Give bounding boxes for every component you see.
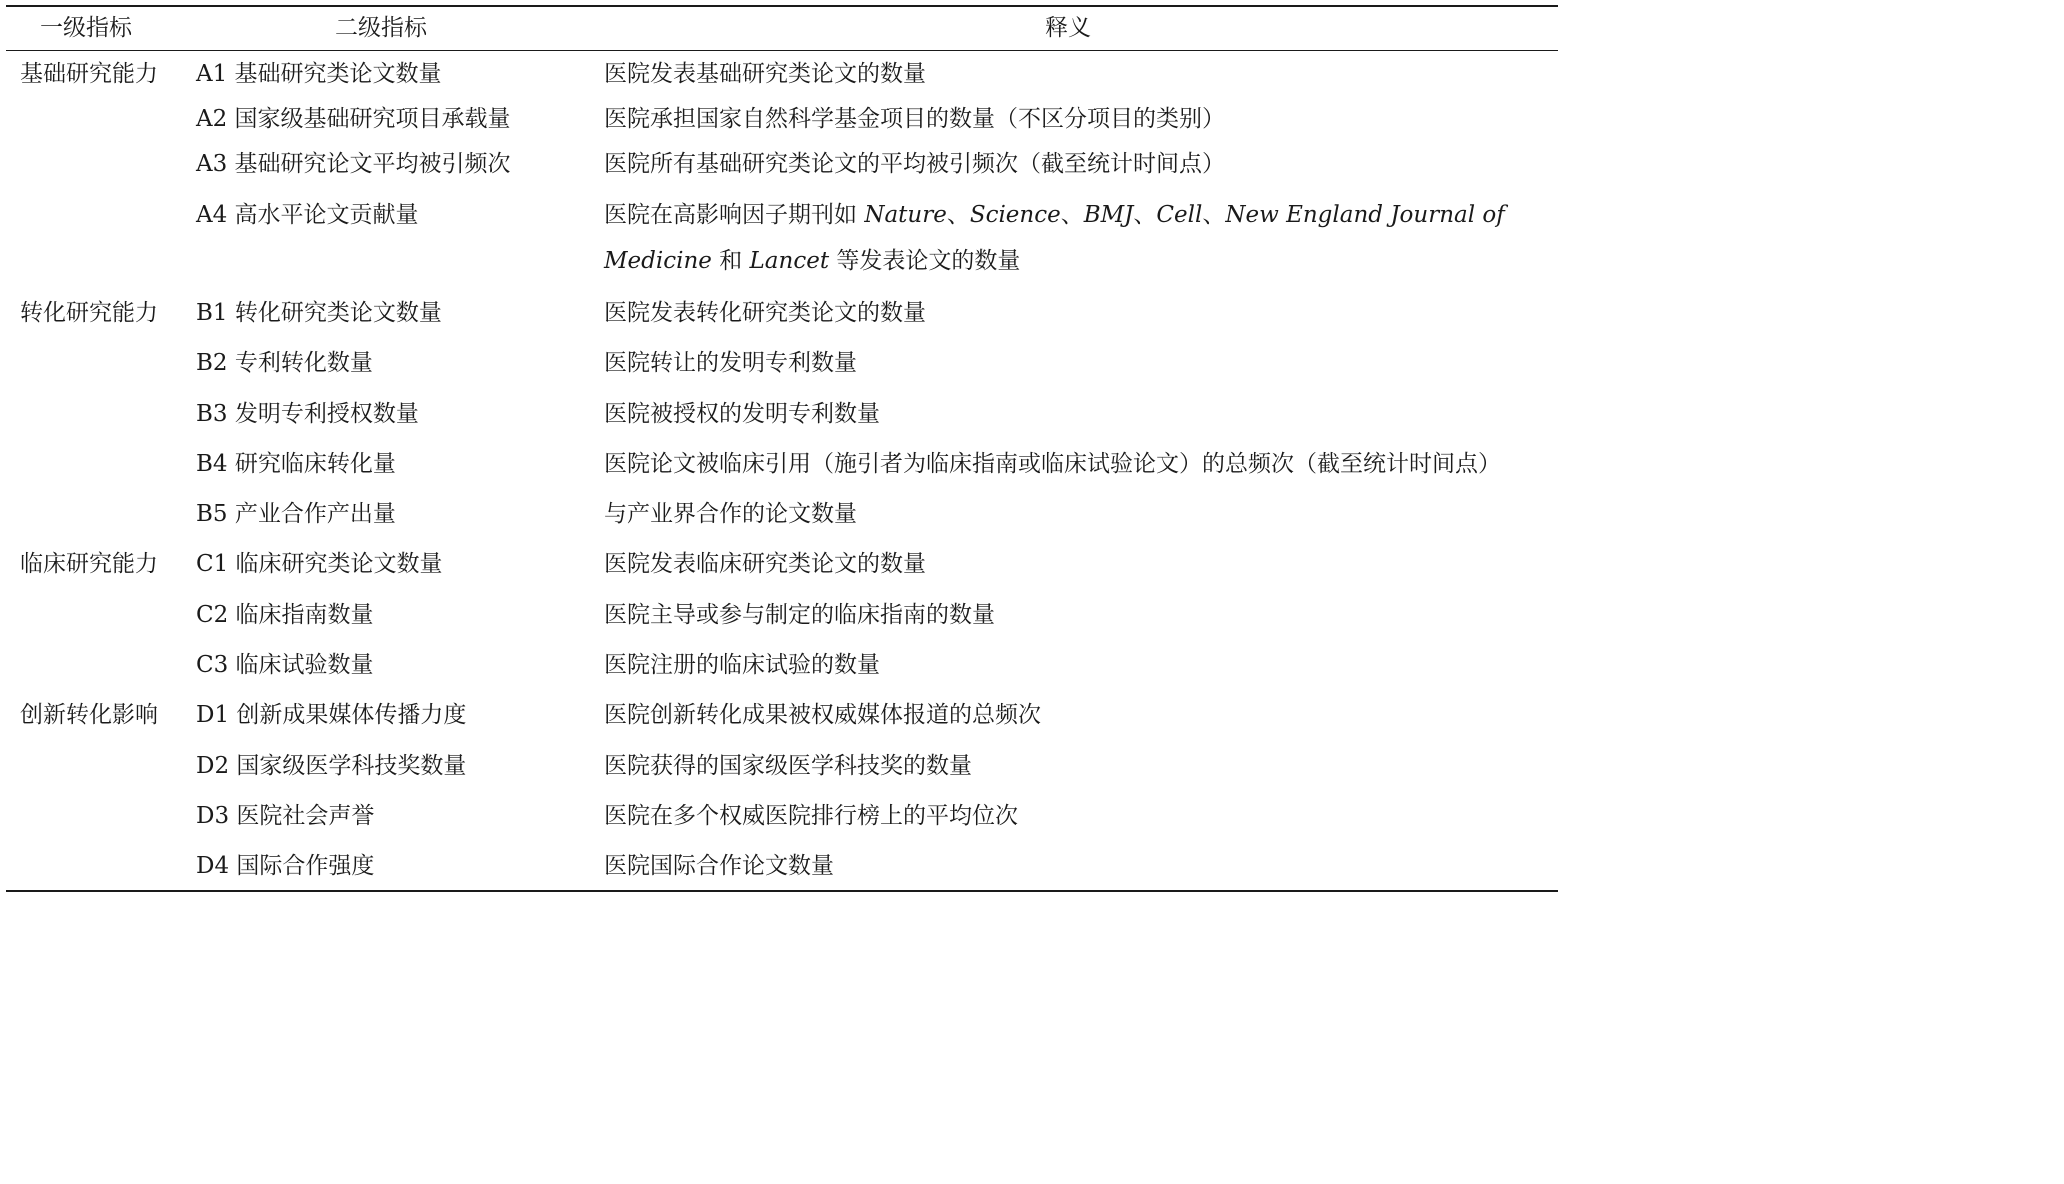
table-bottom-rule bbox=[6, 890, 1558, 892]
definition-a4-text: 等发表论文的数量 bbox=[829, 248, 1021, 274]
indicator-b5: B5 产业合作产出量 bbox=[196, 501, 396, 527]
journal-name: Lancet bbox=[749, 248, 830, 274]
group-label: 创新转化影响 bbox=[20, 702, 158, 728]
definition-d2: 医院获得的国家级医学科技奖的数量 bbox=[604, 753, 972, 779]
journal-name: Nature bbox=[864, 202, 947, 228]
separator: 、 bbox=[1060, 202, 1084, 228]
definition-a4-text: 和 bbox=[711, 248, 750, 274]
definition-a1: 医院发表基础研究类论文的数量 bbox=[604, 61, 926, 87]
journal-name: New England Journal of Medicine bbox=[604, 202, 1505, 274]
definition-a4 bbox=[604, 192, 1549, 284]
separator: 、 bbox=[1133, 202, 1157, 228]
definition-c1: 医院发表临床研究类论文的数量 bbox=[604, 551, 926, 577]
indicator-d3: D3 医院社会声誉 bbox=[196, 803, 375, 829]
indicator-d1: D1 创新成果媒体传播力度 bbox=[196, 702, 467, 728]
header-level1: 一级指标 bbox=[40, 15, 132, 41]
definition-d1: 医院创新转化成果被权威媒体报道的总频次 bbox=[604, 702, 1041, 728]
indicator-d4: D4 国际合作强度 bbox=[196, 853, 375, 879]
definition-b4: 医院论文被临床引用（施引者为临床指南或临床试验论文）的总频次（截至统计时间点） bbox=[604, 451, 1501, 477]
indicator-a4: A4 高水平论文贡献量 bbox=[196, 202, 419, 228]
journal-name: Science bbox=[969, 202, 1061, 228]
table-top-rule bbox=[6, 5, 1558, 7]
group-label: 基础研究能力 bbox=[20, 61, 158, 87]
indicator-b3: B3 发明专利授权数量 bbox=[196, 401, 419, 427]
definition-b2: 医院转让的发明专利数量 bbox=[604, 350, 857, 376]
separator: 、 bbox=[946, 202, 970, 228]
definition-d3: 医院在多个权威医院排行榜上的平均位次 bbox=[604, 803, 1018, 829]
indicator-d2: D2 国家级医学科技奖数量 bbox=[196, 753, 467, 779]
definition-c3: 医院注册的临床试验的数量 bbox=[604, 652, 880, 678]
definition-d4: 医院国际合作论文数量 bbox=[604, 853, 834, 879]
definition-a4-text: 医院在高影响因子期刊如 bbox=[604, 202, 865, 228]
definition-a2: 医院承担国家自然科学基金项目的数量（不区分项目的类别） bbox=[604, 106, 1225, 132]
table-header-rule bbox=[6, 50, 1558, 51]
indicator-c3: C3 临床试验数量 bbox=[196, 652, 374, 678]
header-definition: 释义 bbox=[1045, 15, 1091, 41]
journal-name: Cell bbox=[1156, 202, 1203, 228]
group-label: 转化研究能力 bbox=[20, 300, 158, 326]
indicator-c1: C1 临床研究类论文数量 bbox=[196, 551, 443, 577]
definition-b5: 与产业界合作的论文数量 bbox=[604, 501, 857, 527]
definition-c2: 医院主导或参与制定的临床指南的数量 bbox=[604, 602, 995, 628]
group-label: 临床研究能力 bbox=[20, 551, 158, 577]
indicator-b1: B1 转化研究类论文数量 bbox=[196, 300, 442, 326]
definition-b1: 医院发表转化研究类论文的数量 bbox=[604, 300, 926, 326]
indicator-a2: A2 国家级基础研究项目承载量 bbox=[196, 106, 511, 132]
separator: 、 bbox=[1202, 202, 1226, 228]
indicator-a3: A3 基础研究论文平均被引频次 bbox=[196, 151, 511, 177]
indicator-b4: B4 研究临床转化量 bbox=[196, 451, 396, 477]
definition-a3: 医院所有基础研究类论文的平均被引频次（截至统计时间点） bbox=[604, 151, 1225, 177]
header-level2: 二级指标 bbox=[335, 15, 427, 41]
journal-name: BMJ bbox=[1083, 202, 1134, 228]
definition-b3: 医院被授权的发明专利数量 bbox=[604, 401, 880, 427]
indicator-b2: B2 专利转化数量 bbox=[196, 350, 373, 376]
indicator-a1: A1 基础研究类论文数量 bbox=[196, 61, 442, 87]
indicator-c2: C2 临床指南数量 bbox=[196, 602, 374, 628]
